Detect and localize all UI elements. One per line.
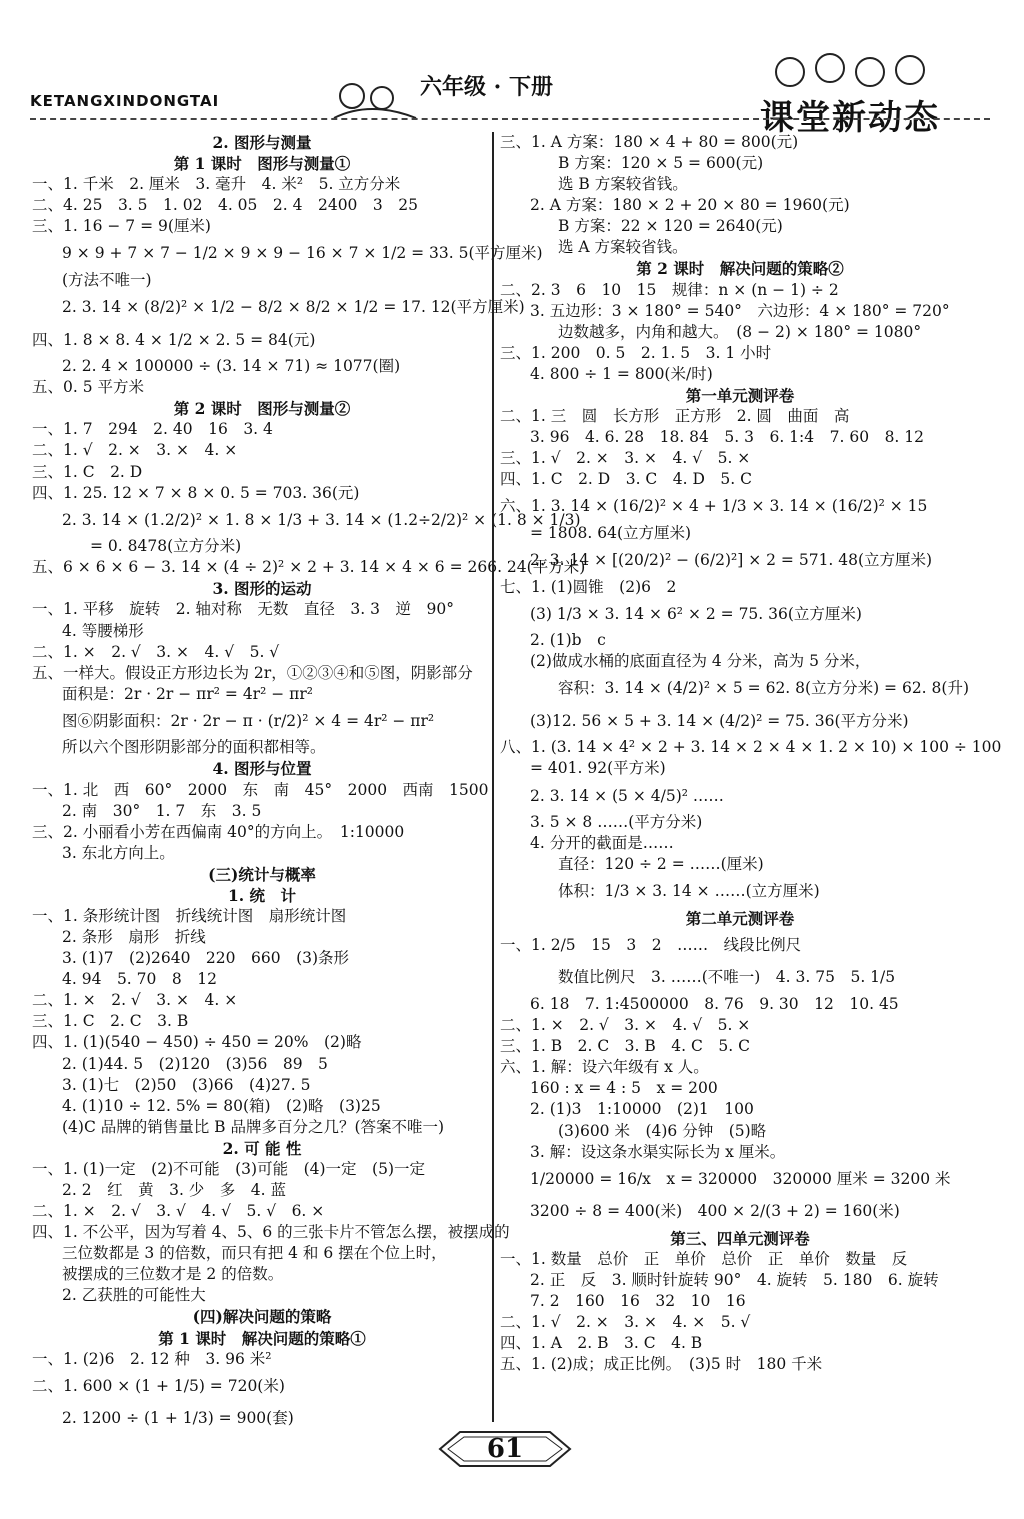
answer-line: 3. (1)七 (2)50 (3)66 (4)27. 5 xyxy=(62,1075,311,1094)
answer-line: 三、1. B 2. C 3. B 4. C 5. C xyxy=(500,1037,750,1056)
answer-line: = 0. 8478(立方分米) xyxy=(90,537,242,556)
answer-line: (2)做成水桶的底面直径为 4 分米，高为 5 分米， xyxy=(530,652,871,671)
answer-line: 3. 图形的运动 xyxy=(212,579,312,599)
answer-line: 2. 3. 14 × (8/2)² × 1/2 − 8/2 × 8/2 × 1/2 = 17. 12(平方厘米) xyxy=(62,298,525,317)
answer-line: 直径：120 ÷ 2 = ……(厘米) xyxy=(558,855,764,874)
answer-line: 二、1. × 2. √ 3. × 4. √ 5. √ xyxy=(32,642,280,661)
answer-line: 二、4. 25 3. 5 1. 02 4. 05 2. 4 2400 3 25 xyxy=(32,196,419,215)
answer-line: 2. A 方案：180 × 2 + 20 × 80 = 1960(元) xyxy=(530,196,850,215)
answer-line: 二、1. 600 × (1 + 1/5) = 720(米) xyxy=(32,1376,285,1395)
answer-line: 一、1. (2)6 2. 12 种 3. 96 米² xyxy=(32,1349,272,1368)
book-title: 课堂新动态 xyxy=(760,98,940,138)
answer-line: 一、1. 千米 2. 厘米 3. 毫升 4. 米² 5. 立方分米 xyxy=(32,175,401,194)
answer-line: 四、1. 8 × 8. 4 × 1/2 × 2. 5 = 84(元) xyxy=(32,330,316,349)
answer-line: 六、1. 解：设六年级有 x 人。 xyxy=(500,1058,709,1077)
answer-line: (方法不唯一) xyxy=(62,270,152,289)
answer-line: 第三、四单元测评卷 xyxy=(670,1228,810,1248)
answer-line: (3)600 米 (4)6 分钟 (5)略 xyxy=(558,1121,767,1140)
answer-line: 三、1. C 2. C 3. B xyxy=(32,1012,189,1031)
answer-line: 9 × 9 + 7 × 7 − 1/2 × 9 × 9 − 16 × 7 × 1/2 = 33. 5(平方厘米) xyxy=(62,244,543,263)
answer-line: 4. (1)10 ÷ 12. 5% = 80(箱) (2)略 (3)25 xyxy=(62,1096,381,1115)
column-divider xyxy=(492,132,494,1422)
answer-line: 二、1. × 2. √ 3. √ 4. √ 5. √ 6. × xyxy=(32,1202,325,1221)
answer-line: 160 : x = 4 : 5 x = 200 xyxy=(530,1079,718,1098)
answer-line: 3. 东北方向上。 xyxy=(62,843,175,862)
answer-line: 4. 分开的截面是…… xyxy=(530,834,674,853)
answer-line: 容积：3. 14 × (4/2)² × 5 = 62. 8(立方分米) = 62. 8(升) xyxy=(558,679,969,698)
answer-line: 一、1. 数量 总价 正 单价 总价 正 单价 数量 反 xyxy=(500,1249,908,1268)
answer-line: 一、1. 2/5 15 3 2 …… 线段比例尺 xyxy=(500,935,802,954)
answer-line: 3. 5 × 8 ……(平方分米) xyxy=(530,813,703,832)
answer-line: 2. 3. 14 × [(20/2)² − (6/2)²] × 2 = 571. 48(立方厘米) xyxy=(530,550,933,569)
answer-line: 三、1. 200 0. 5 2. 1. 5 3. 1 小时 xyxy=(500,343,772,362)
answer-line: 六、1. 3. 14 × (16/2)² × 4 + 1/3 × 3. 14 × (16/2)² × 15 xyxy=(500,497,928,516)
answer-line: 第一单元测评卷 xyxy=(685,385,795,405)
answer-line: 2. 条形 扇形 折线 xyxy=(62,928,206,947)
answer-line: 6. 18 7. 1:4500000 8. 76 9. 30 12 10. 45 xyxy=(530,995,899,1014)
answer-line: (四)解决问题的策略 xyxy=(192,1307,332,1327)
answer-line: B 方案：120 × 5 = 600(元) xyxy=(558,154,764,173)
answer-line: (4)C 品牌的销售量比 B 品牌多百分之几？(答案不唯一) xyxy=(62,1117,445,1136)
answer-line: 选 A 方案较省钱。 xyxy=(558,238,688,257)
answer-line: 二、1. √ 2. × 3. × 4. × 5. √ xyxy=(500,1313,751,1332)
answer-line: 数值比例尺 3. ……(不唯一) 4. 3. 75 5. 1/5 xyxy=(558,968,896,987)
answer-line: 边数越多，内角和越大。 (8 − 2) × 180° = 1080° xyxy=(558,322,922,341)
answer-line: 一、1. 7 294 2. 40 16 3. 4 xyxy=(32,420,273,439)
answer-line: 五、一样大。假设正方形边长为 2r，①②③④和⑤图，阴影部分 xyxy=(32,663,473,682)
answer-line: 图⑥阴影面积：2r · 2r − π · (r/2)² × 4 = 4r² − πr² xyxy=(62,711,435,730)
answer-line: 3. 五边形：3 × 180° = 540° 六边形：4 × 180° = 720° xyxy=(530,301,950,320)
answer-line: 三、1. A 方案：180 × 4 + 80 = 800(元) xyxy=(500,133,799,151)
answer-line: 四、1. A 2. B 3. C 4. B xyxy=(500,1334,703,1353)
cartoon-kids-icon xyxy=(330,78,420,122)
answer-line: 第二单元测评卷 xyxy=(685,908,795,928)
answer-line: 3. 解：设这条水渠实际长为 x 厘米。 xyxy=(530,1142,786,1161)
answer-line: 二、1. √ 2. × 3. × 4. × xyxy=(32,441,238,460)
answer-line: 五、1. (2)成；成正比例。 (3)5 时 180 千米 xyxy=(500,1355,823,1374)
answer-line: (3)12. 56 × 5 + 3. 14 × (4/2)² = 75. 36(平方分米) xyxy=(530,711,909,730)
answer-line: 2. (1)3 1:10000 (2)1 100 xyxy=(530,1100,754,1119)
answer-line: 二、1. 三 圆 长方形 正方形 2. 圆 曲面 高 xyxy=(500,407,850,426)
answer-line: 3. (1)7 (2)2640 220 660 (3)条形 xyxy=(62,949,350,968)
answer-line: 三、1. √ 2. × 3. × 4. √ 5. × xyxy=(500,449,751,468)
answer-line: 所以六个图形阴影部分的面积都相等。 xyxy=(62,738,326,757)
answer-line: = 401. 92(平方米) xyxy=(530,759,666,778)
answer-line: 被摆成的三位数才是 2 的倍数。 xyxy=(62,1265,284,1284)
answer-line: 1/20000 = 16/x x = 320000 320000 厘米 = 3200 米 xyxy=(530,1169,951,1188)
answer-line: (三)统计与概率 xyxy=(208,864,316,884)
answer-line: 3. 96 4. 6. 28 18. 84 5. 3 6. 1:4 7. 60 8. 12 xyxy=(530,428,925,447)
answer-line: 第 2 课时 解决问题的策略② xyxy=(636,259,844,279)
answer-line: = 1808. 64(立方厘米) xyxy=(530,523,692,542)
answer-line: 2. 3. 14 × (5 × 4/5)² …… xyxy=(530,786,724,805)
answer-line: 选 B 方案较省钱。 xyxy=(558,175,688,194)
answer-line: 2. 3. 14 × (1.2/2)² × 1. 8 × 1/3 + 3. 14 × (1.2÷2/2)² × (1. 8 × 1/3) xyxy=(62,510,581,529)
answer-line: 第 1 课时 图形与测量① xyxy=(173,154,351,174)
answer-line: 2. (1)b c xyxy=(530,631,606,650)
answer-line: 一、1. 平移 旋转 2. 轴对称 无数 直径 3. 3 逆 90° xyxy=(32,600,454,619)
answer-line: 三、1. 16 − 7 = 9(厘米) xyxy=(32,217,211,236)
answer-line: 一、1. 北 西 60° 2000 东 南 45° 2000 西南 1500 xyxy=(32,780,489,799)
answer-line: 四、1. 25. 12 × 7 × 8 × 0. 5 = 703. 36(元) xyxy=(32,483,360,502)
answer-line: 2. 2. 4 × 100000 ÷ (3. 14 × 71) ≈ 1077(圈) xyxy=(62,357,401,376)
answer-line: 2. 可 能 性 xyxy=(222,1138,302,1158)
answer-line: 三位数都是 3 的倍数，而只有把 4 和 6 摆在个位上时， xyxy=(62,1244,447,1263)
answer-line: 五、6 × 6 × 6 − 3. 14 × (4 ÷ 2)² × 2 + 3. 14 × 4 × 6 = 266. 24(平方米) xyxy=(32,558,586,577)
answer-column-right xyxy=(500,132,1002,1375)
answer-line: 三、2. 小丽看小芳在西偏南 40°的方向上。 1:10000 xyxy=(32,822,405,841)
answer-line: 二、1. × 2. √ 3. × 4. √ 5. × xyxy=(500,1016,751,1035)
answer-line: 五、0. 5 平方米 xyxy=(32,378,145,397)
answer-line: 四、1. 不公平，因为写着 4、5、6 的三张卡片不管怎么摆，被摆成的 xyxy=(32,1223,510,1242)
page-number: 61 xyxy=(486,1434,524,1464)
cartoon-kids-group-icon xyxy=(760,50,960,94)
page-header xyxy=(0,0,1024,138)
answer-line: 2. 乙获胜的可能性大 xyxy=(62,1286,206,1305)
answer-line: 1. 统 计 xyxy=(227,885,297,905)
answer-line: 4. 800 ÷ 1 = 800(米/时) xyxy=(530,364,713,383)
answer-line: 三、1. C 2. D xyxy=(32,462,143,481)
answer-line: 2. 1200 ÷ (1 + 1/3) = 900(套) xyxy=(62,1409,294,1428)
answer-line: 2. 正 反 3. 顺时针旋转 90° 4. 旋转 5. 180 6. 旋转 xyxy=(530,1270,939,1289)
answer-line: 7. 2 160 16 32 10 16 xyxy=(530,1291,746,1310)
answer-line: 第 1 课时 解决问题的策略① xyxy=(158,1328,366,1348)
answer-line: 四、1. (1)(540 − 450) ÷ 450 = 20% (2)略 xyxy=(32,1033,362,1052)
answer-line: 一、1. 条形统计图 折线统计图 扇形统计图 xyxy=(32,907,347,925)
header-divider xyxy=(30,118,990,120)
answer-line: 4. 等腰梯形 xyxy=(62,621,144,640)
answer-line: 二、1. × 2. √ 3. × 4. × xyxy=(32,991,238,1010)
answer-line: (3) 1/3 × 3. 14 × 6² × 2 = 75. 36(立方厘米) xyxy=(530,604,862,623)
answer-line: 第 2 课时 图形与测量② xyxy=(173,399,351,419)
answer-line: 2. 2 红 黄 3. 少 多 4. 蓝 xyxy=(62,1181,287,1200)
answer-line: 二、2. 3 6 10 15 规律：n × (n − 1) ÷ 2 xyxy=(500,280,839,299)
answer-line: 四、1. C 2. D 3. C 4. D 5. C xyxy=(500,470,753,489)
answer-line: 体积：1/3 × 3. 14 × ……(立方厘米) xyxy=(558,882,820,901)
answer-line: 2. 图形与测量 xyxy=(212,133,312,152)
answer-line: B 方案：22 × 120 = 2640(元) xyxy=(558,217,783,236)
answer-line: 面积是：2r · 2r − πr² = 4r² − πr² xyxy=(62,684,313,703)
grade-label: 六年级 · 下册 xyxy=(420,74,553,100)
answer-line: 八、1. (3. 14 × 4² × 2 + 3. 14 × 2 × 4 × 1. 2 × 10) × 100 ÷ 100 xyxy=(500,738,1002,757)
answer-line: 3200 ÷ 8 = 400(米) 400 × 2/(3 + 2) = 160(米) xyxy=(530,1202,900,1221)
answer-line: 2. (1)44. 5 (2)120 (3)56 89 5 xyxy=(62,1054,328,1073)
answer-line: 2. 南 30° 1. 7 东 3. 5 xyxy=(62,801,262,820)
brand-text: KETANGXINDONGTAI xyxy=(30,92,220,110)
answer-line: 4. 94 5. 70 8 12 xyxy=(62,970,217,989)
answer-line: 一、1. (1)一定 (2)不可能 (3)可能 (4)一定 (5)一定 xyxy=(32,1159,425,1178)
answer-line: 4. 图形与位置 xyxy=(212,759,312,779)
answer-line: 七、1. (1)圆锥 (2)6 2 xyxy=(500,577,677,596)
